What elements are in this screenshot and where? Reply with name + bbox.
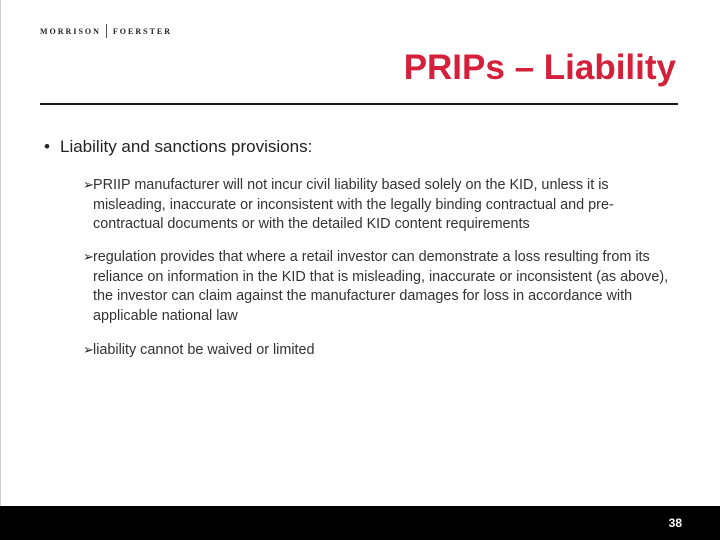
slide-title: PRIPs – Liability bbox=[403, 48, 676, 87]
sub-bullet-text: regulation provides that where a retail investor can demonstrate a loss resulting from its reliance on information in the KID that is misleading, inaccurate or inconsistent (as above), the investor can claim against the manufacturer damages for loss in accordance with applicable national law bbox=[93, 249, 669, 324]
logo-divider bbox=[106, 24, 107, 38]
title-underline bbox=[40, 103, 678, 105]
sub-bullet-text: liability cannot be waived or limited bbox=[93, 342, 315, 358]
company-logo bbox=[40, 24, 172, 38]
sub-bullet-no-waiver bbox=[83, 341, 683, 361]
page-number: 38 bbox=[668, 516, 682, 530]
main-bullet bbox=[44, 137, 312, 157]
sub-bullet-text: PRIIP manufacturer will not incur civil liability based solely on the KID, unless it is misleading, inaccurate or inconsistent with the legally binding contractual and pre-contractual documents or with the detailed KID content requirements bbox=[93, 177, 614, 232]
arrow-bullet-icon: ➢ bbox=[83, 343, 94, 358]
bullet-dot: • bbox=[44, 137, 50, 156]
arrow-bullet-icon: ➢ bbox=[83, 178, 94, 193]
sub-bullet-civil-liability bbox=[83, 176, 683, 235]
main-bullet-text: Liability and sanctions provisions: bbox=[60, 137, 313, 156]
footer-bar bbox=[0, 506, 720, 540]
arrow-bullet-icon: ➢ bbox=[83, 250, 94, 265]
logo-left-word: MORRISON bbox=[40, 26, 101, 36]
slide-left-border bbox=[0, 0, 1, 506]
sub-bullet-investor-claim bbox=[83, 248, 683, 326]
logo-right-word: FOERSTER bbox=[112, 26, 173, 36]
